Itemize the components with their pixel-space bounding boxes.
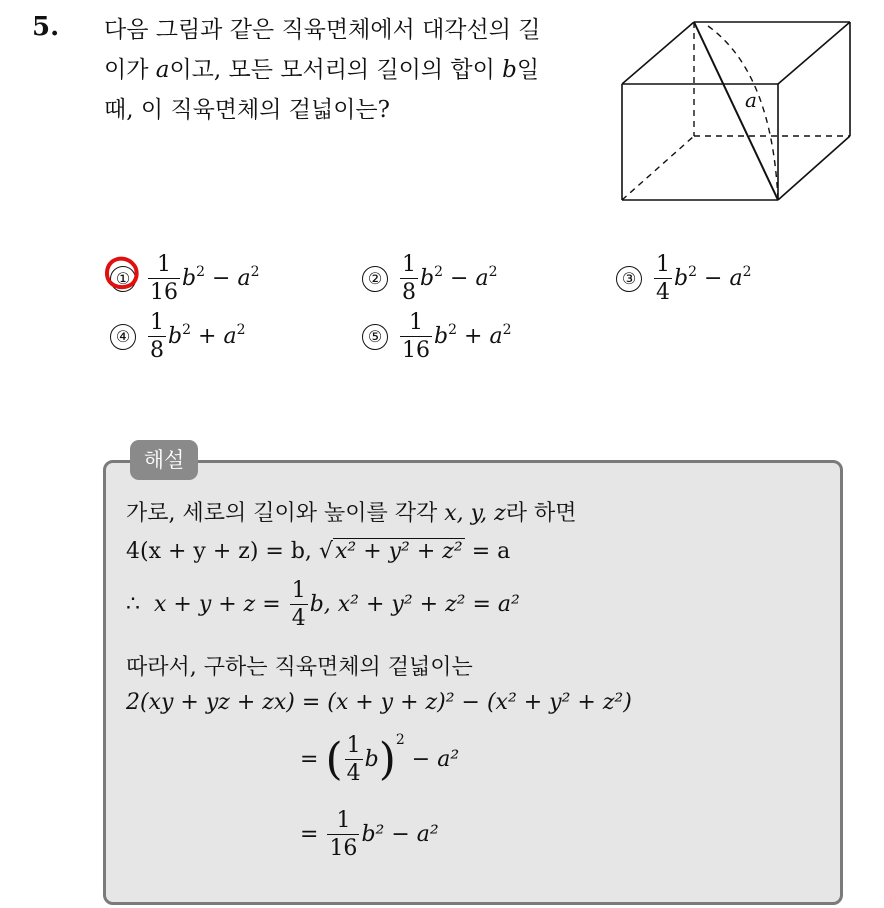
- solution-line-3-right: b, x² + y² + z² = a²: [309, 592, 520, 617]
- option-4-num: 1: [150, 310, 164, 335]
- question-number: 5.: [32, 12, 60, 42]
- solution-line-3-left: x + y + z =: [154, 592, 281, 617]
- solution-line-7-num: 1: [327, 810, 359, 835]
- option-2-num: 1: [402, 252, 416, 277]
- diagonal-label: a: [745, 88, 757, 112]
- option-2-mark: ②: [362, 266, 388, 292]
- solution-line-7-den: 16: [329, 836, 358, 861]
- option-2-sign: −: [450, 266, 469, 291]
- solution-line-4: 따라서, 구하는 직육면체의 겉넓이는: [126, 655, 473, 680]
- question-text: [104, 10, 599, 130]
- option-4[interactable]: ④ $\frac{1}{8}$ $b^2 + a^2$: [110, 312, 246, 362]
- option-1-mark: ①: [110, 266, 136, 292]
- solution-line-2: 4(x + y + z) = b, √x² + y² + z² = a: [126, 539, 511, 564]
- var-a: a: [155, 57, 170, 83]
- option-5-den: 16: [402, 338, 430, 363]
- solution-tag: 해설: [130, 440, 198, 480]
- option-1-den: 16: [150, 280, 178, 305]
- option-3-num: 1: [656, 252, 670, 277]
- solution-line-6-den: 4: [346, 761, 361, 786]
- question-line-2a: 이가: [104, 57, 156, 83]
- option-5-sign: +: [464, 324, 483, 349]
- solution-line-7: [300, 810, 439, 860]
- selected-circle-icon: [102, 253, 142, 293]
- solution-line-1-text: 가로, 세로의 길이와 높이를 각각: [126, 501, 438, 526]
- option-3-sign: −: [704, 266, 723, 291]
- solution-line-6-rest: − a²: [411, 747, 460, 772]
- solution-line-1-vars: x, y, z: [444, 501, 506, 526]
- question-line-2c: 일: [516, 57, 540, 83]
- solution-line-6-eq: =: [300, 747, 319, 772]
- option-4-mark: ④: [110, 324, 136, 350]
- question-line-2b: 이고, 모든 모서리의 길이의 합이: [169, 57, 503, 83]
- option-4-sign: +: [198, 324, 217, 349]
- option-3-mark: ③: [616, 266, 642, 292]
- solution-line-6-num: 1: [346, 733, 361, 758]
- var-b: b: [502, 57, 517, 83]
- option-5[interactable]: ⑤ $\frac{1}{16}$ $b^2 + a^2$: [362, 312, 512, 362]
- option-2-den: 8: [402, 280, 416, 305]
- option-1-num: 1: [148, 254, 180, 279]
- cuboid-figure: [612, 12, 862, 210]
- solution-line-1-end: 라 하면: [505, 501, 577, 526]
- option-4-den: 8: [150, 338, 164, 363]
- solution-line-1: [126, 496, 576, 527]
- solution-line-7-rest: b² − a²: [361, 822, 439, 847]
- option-1[interactable]: ① $\frac{1}{16}$ $b^2 - a^2$: [110, 254, 260, 304]
- solution-line-3-den: 4: [291, 606, 306, 631]
- solution-line-6-var: b: [364, 747, 379, 772]
- solution-line-3: [126, 580, 520, 630]
- question-line-1: 다음 그림과 같은 직육면체에서 대각선의 길: [104, 17, 541, 43]
- solution-line-2-left: 4(x + y + z) = b,: [126, 539, 312, 564]
- therefore-symbol: ∴: [126, 592, 140, 617]
- option-1-sign: −: [212, 266, 231, 291]
- solution-line-2-root: x² + y² + z²: [334, 539, 463, 564]
- option-3[interactable]: ③ $\frac{1}{4}$ $b^2 - a^2$: [616, 254, 752, 304]
- option-2[interactable]: ② $\frac{1}{8}$ $b^2 - a^2$: [362, 254, 498, 304]
- option-5-mark: ⑤: [362, 324, 388, 350]
- solution-line-2-right: = a: [471, 539, 511, 564]
- option-5-num: 1: [400, 312, 432, 337]
- question-line-3: 때, 이 직육면체의 겉넓이는?: [104, 97, 390, 123]
- solution-line-6: = ( $\frac{1}{4}$ b)$^2$ − a²: [300, 732, 460, 786]
- solution-line-3-num: 1: [291, 578, 306, 603]
- solution-line-7-eq: =: [300, 822, 319, 847]
- option-3-den: 4: [656, 280, 670, 305]
- solution-line-5: 2(xy + yz + zx) = (x + y + z)² − (x² + y² + z²): [126, 690, 632, 715]
